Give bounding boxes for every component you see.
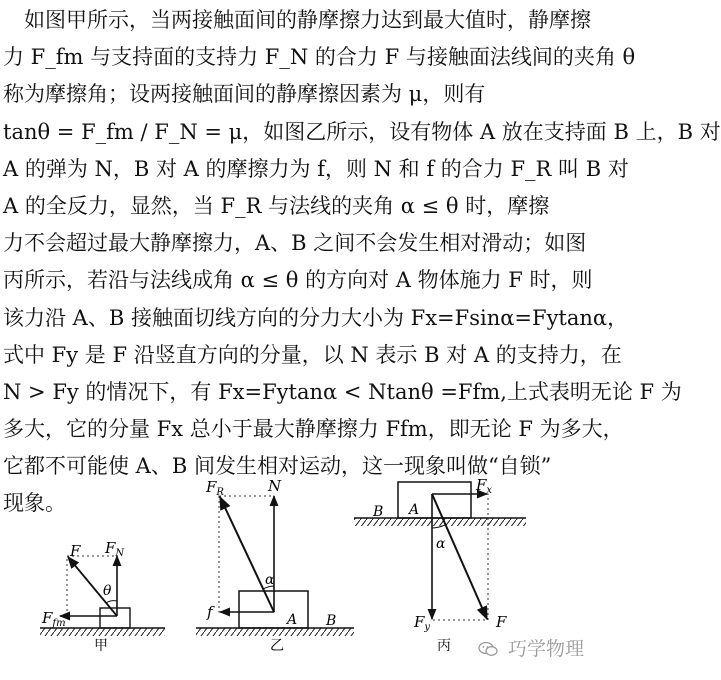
caption-jia: 甲 — [94, 638, 108, 654]
label-F: F — [70, 542, 81, 560]
label-Fy: $F_y$ — [414, 613, 431, 633]
text-line: 力 F_fm 与支持面的支持力 F_N 的合力 F 与接触面法线间的夹角 θ — [3, 45, 636, 70]
figure-jia — [40, 539, 165, 654]
text-line: tanθ = F_fm / F_N = μ，如图乙所示，设有物体 A 放在支持面 B 上，B 对 — [3, 119, 721, 144]
label-F: F — [496, 613, 507, 631]
label-B: B — [326, 613, 337, 629]
F-arrow — [432, 494, 487, 619]
figure-bing — [354, 476, 526, 654]
label-N: N — [268, 477, 282, 495]
text-line: 该力沿 A、B 接触面切线方向的分力大小为 Fx=Fsinα=Fytanα， — [3, 305, 629, 330]
text-line: A 的全反力，显然，当 F_R 与法线的夹角 α ≤ θ 时，摩擦 — [3, 193, 550, 218]
theta-arc — [106, 601, 117, 603]
figure-yi — [196, 477, 354, 654]
label-Ffm: $F_{fm}$ — [42, 609, 66, 629]
text-line: 多大，它的分量 Fx 总小于最大静摩擦力 Ffm，即无论 F 为多大， — [3, 417, 624, 442]
caption-yi: 乙 — [270, 638, 284, 654]
wechat-icon — [478, 641, 498, 657]
text-line: 力不会超过最大静摩擦力，A、B 之间不会发生相对滑动；如图 — [3, 231, 587, 256]
label-B: B — [373, 504, 384, 520]
label-A: A — [409, 502, 420, 518]
caption-bing: 丙 — [437, 638, 451, 654]
ground-hatch — [40, 628, 165, 636]
text-line: N > Fy 的情况下，有 Fx=Fytanα < Ntanθ =Ffm,上式表明无论 F 为 — [3, 379, 682, 404]
FR-arrow — [220, 497, 274, 612]
text-line: 如图甲所示，当两接触面间的静摩擦力达到最大值时，静摩擦 — [3, 8, 591, 32]
text-line: 丙所示，若沿与法线成角 α ≤ θ 的方向对 A 物体施力 F 时，则 — [3, 268, 593, 293]
text-line: 现象。 — [3, 491, 66, 516]
label-alpha: α — [265, 572, 275, 588]
text-line: 称为摩擦角；设两接触面间的静摩擦因素为 μ，则有 — [3, 82, 486, 107]
label-FN: $F_N$ — [105, 539, 125, 559]
block — [100, 608, 130, 628]
label-alpha: α — [436, 536, 446, 552]
article-paragraph — [3, 2, 721, 523]
ground-hatch — [196, 628, 354, 636]
watermark-text: 巧学物理 — [508, 638, 585, 660]
text-line: A 的弹为 N，B 对 A 的摩擦力为 f，则 N 和 f 的合力 F_R 叫 B 对 — [3, 156, 629, 181]
label-Fx: $F_x$ — [476, 476, 493, 496]
text-line: 式中 Fy 是 F 沿竖直方向的分量，以 N 表示 B 对 A 的支持力，在 — [3, 342, 622, 367]
label-f: f — [207, 603, 213, 621]
label-FR: $F_R$ — [206, 478, 224, 498]
label-theta: θ — [103, 583, 112, 599]
watermark — [478, 634, 584, 661]
label-A: A — [287, 612, 298, 628]
text-line: 它都不可能使 A、B 间发生相对运动，这一现象叫做“自锁” — [3, 454, 552, 479]
